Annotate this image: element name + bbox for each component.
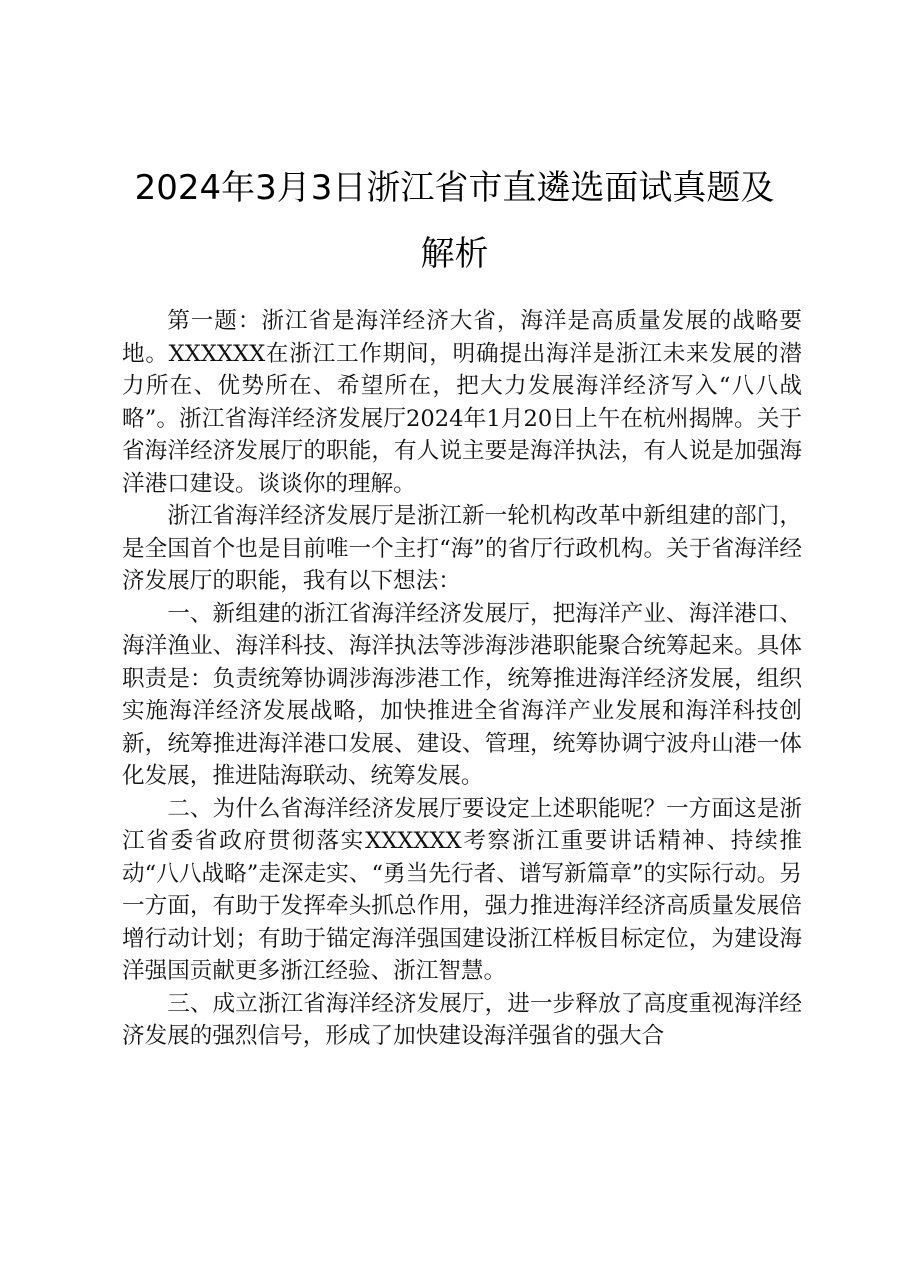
document-body: [122, 305, 802, 1053]
paragraph-point-3: 三、成立浙江省海洋经济发展厅，进一步释放了高度重视海洋经济发展的强烈信号，形成了加快建设海洋强省的强大合: [122, 990, 802, 1049]
paragraph-intro: 浙江省海洋经济发展厅是浙江新一轮机构改革中新组建的部门，是全国首个也是目前唯一个主打“海”的省厅行政机构。关于省海洋经济发展厅的职能，我有以下想法：: [122, 503, 802, 594]
document-title-line-2: 解析: [420, 234, 489, 274]
document-title-line-1: 2024年3月3日浙江省市直遴选面试真题及: [134, 168, 775, 208]
paragraph-question-1: 第一题：浙江省是海洋经济大省，海洋是高质量发展的战略要地。XXXXXX在浙江工作期间，明确提出海洋是浙江未来发展的潜力所在、优势所在、希望所在，把大力发展海洋经济写入“八八战略”。浙江省海洋经济发展厅2024年1月20日上午在杭州揭牌。关于省海洋经济发展厅的职能，有人说主要是海洋执法，有人说是加强海洋港口建设。谈谈你的理解。: [122, 308, 802, 497]
paragraph-point-1: 一、新组建的浙江省海洋经济发展厅，把海洋产业、海洋港口、海洋渔业、海洋科技、海洋执法等涉海涉港职能聚合统筹起来。具体职责是：负责统筹协调涉海涉港工作，统筹推进海洋经济发展，组织实施海洋经济发展战略，加快推进全省海洋产业发展和海洋科技创新，统筹推进海洋港口发展、建设、管理，统筹协调宁波舟山港一体化发展，推进陆海联动、统筹发展。: [122, 600, 802, 789]
paragraph-point-2: 二、为什么省海洋经济发展厅要设定上述职能呢？一方面这是浙江省委省政府贯彻落实XXXXXX考察浙江重要讲话精神、持续推动“八八战略”走深走实、“勇当先行者、谱写新篇章”的实际行动。另一方面，有助于发挥牵头抓总作用，强力推进海洋经济高质量发展倍增行动计划；有助于锚定海洋强国建设浙江样板目标定位，为建设海洋强国贡献更多浙江经验、浙江智慧。: [122, 795, 802, 984]
